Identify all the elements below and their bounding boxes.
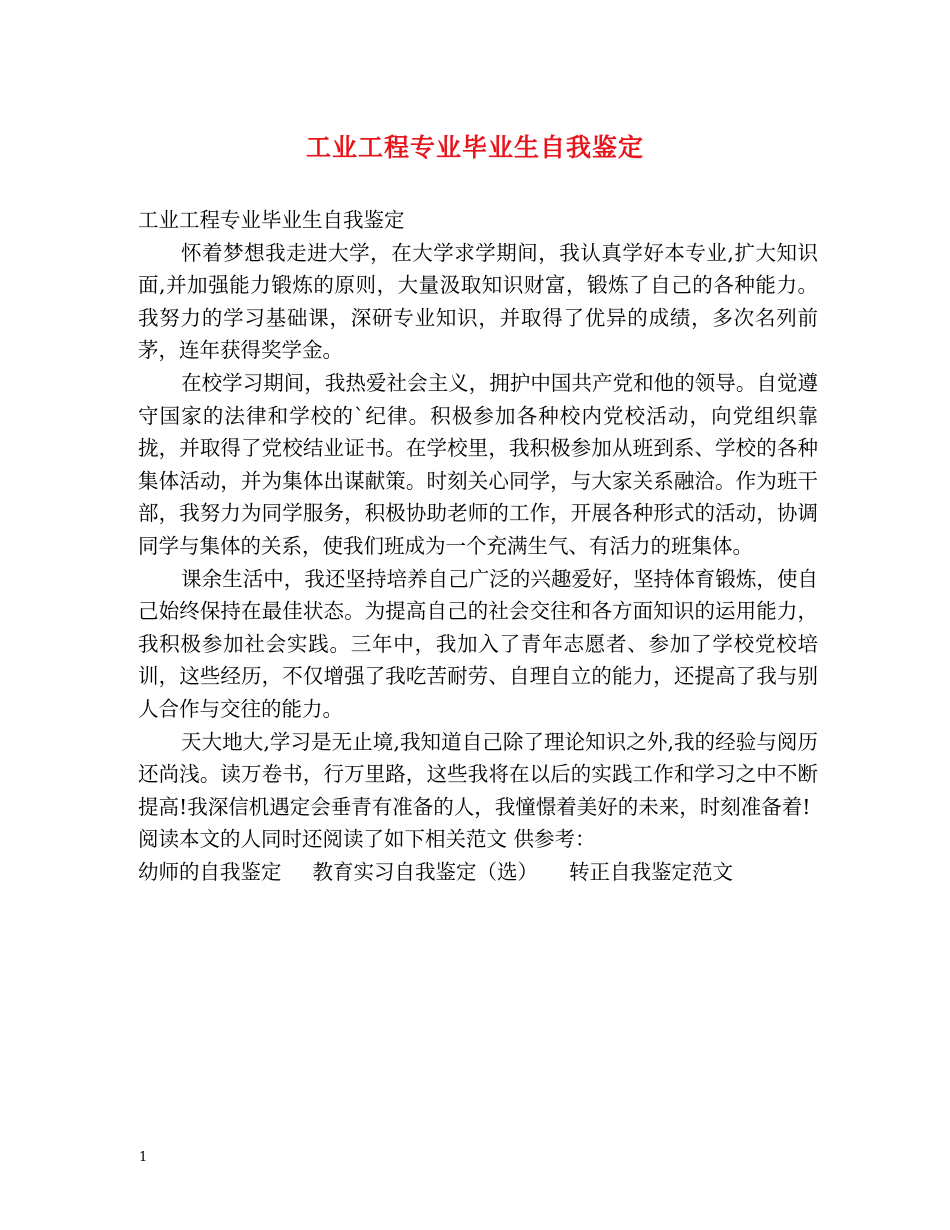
- document-title: 工业工程专业毕业生自我鉴定: [305, 133, 644, 162]
- related-link-kindergarten-teacher-appraisal[interactable]: 幼师的自我鉴定: [138, 859, 282, 884]
- paragraph-3: 课余生活中，我还坚持培养自己广泛的兴趣爱好，坚持体育锻炼，使自己始终保持在最佳状态。为提高自己的社会交往和各方面知识的运用能力，我积极参加社会实践。三年中，我加入了青年志愿者、参加了学校党校培训，这些经历，不仅增强了我吃苦耐劳、自理自立的能力，还提高了我与别人合作与交往的能力。: [138, 566, 818, 721]
- paragraph-4: 天大地大,学习是无止境,我知道自己除了理论知识之外,我的经验与阅历还尚浅。读万卷书，行万里路，这些我将在以后的实践工作和学习之中不断提高!我深信机遇定会垂青有准备的人，我憧憬着美好的未来，时刻准备着!: [138, 729, 818, 819]
- paragraph-1: 怀着梦想我走进大学，在大学求学期间，我认真学好本专业,扩大知识面,并加强能力锻炼的原则，大量汲取知识财富，锻炼了自己的各种能力。我努力的学习基础课，深研专业知识，并取得了优异的成绩，多次名列前茅，连年获得奖学金。: [138, 240, 818, 363]
- related-link-teaching-internship-appraisal[interactable]: 教育实习自我鉴定（选）: [312, 859, 538, 884]
- page-number: 1: [139, 1150, 148, 1165]
- related-articles-intro: 阅读本文的人同时还阅读了如下相关范文 供参考：: [138, 827, 596, 852]
- document-subtitle: 工业工程专业毕业生自我鉴定: [138, 208, 405, 232]
- paragraph-2: 在校学习期间，我热爱社会主义，拥护中国共产党和他的领导。自觉遵守国家的法律和学校的`纪律。积极参加各种校内党校活动，向党组织靠拢，并取得了党校结业证书。在学校里，我积极参加从班到系、学校的各种集体活动，并为集体出谋献策。时刻关心同学，与大家关系融洽。作为班干部，我努力为同学服务，积极协助老师的工作，开展各种形式的活动，协调同学与集体的关系，使我们班成为一个充满生气、有活力的班集体。: [138, 370, 818, 558]
- document-body: [138, 204, 818, 888]
- related-articles-list: [138, 856, 818, 889]
- related-link-probation-appraisal-sample[interactable]: 转正自我鉴定范文: [569, 859, 733, 884]
